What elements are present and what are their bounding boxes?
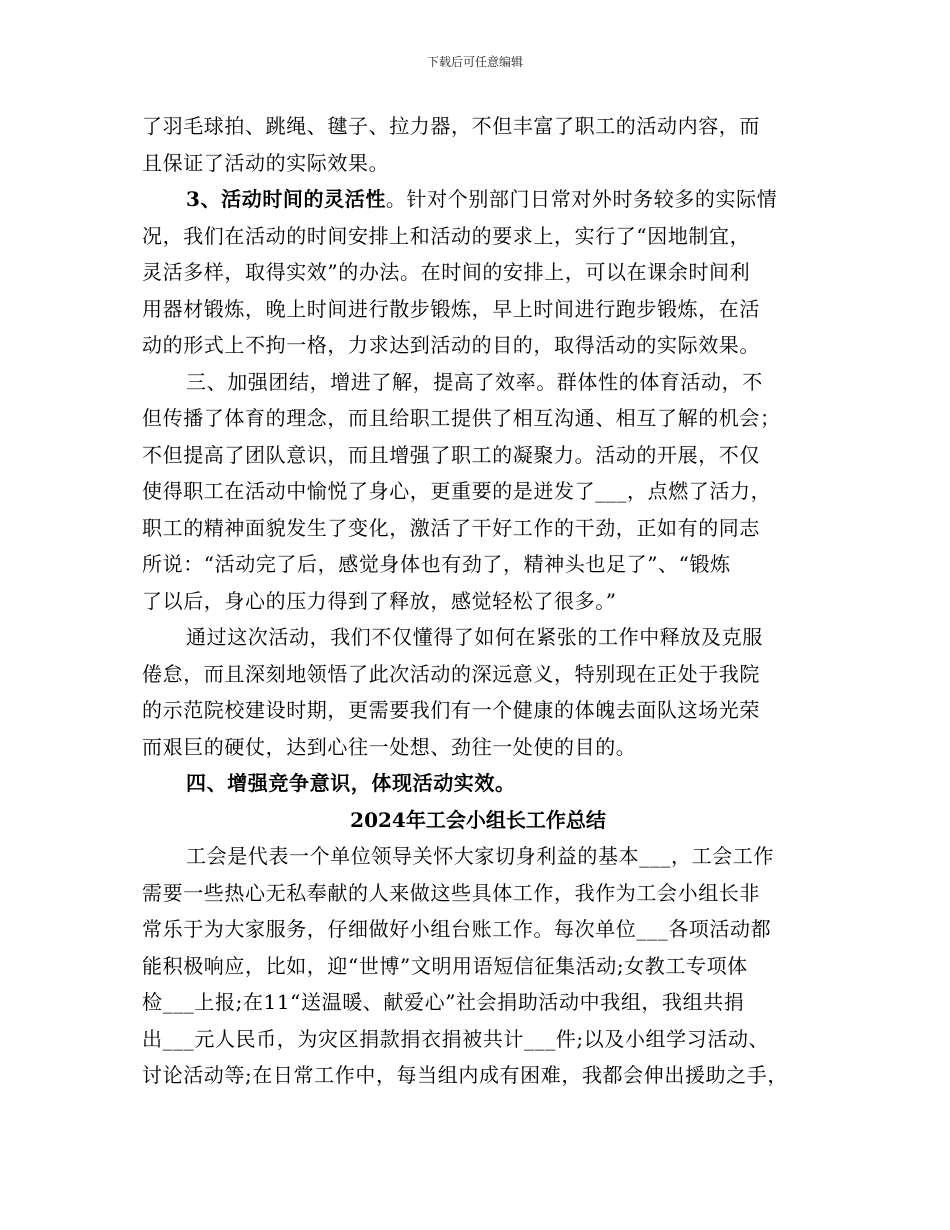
- paragraph-line: 所说：“活动完了后，感觉身体也有劲了，精神头也足了”、“锻炼: [142, 552, 731, 576]
- paragraph-line: 需要一些热心无私奉献的人来做这些具体工作，我作为工会小组长非: [142, 880, 760, 905]
- paragraph-line: 的示范院校建设时期，更需要我们有一个健康的体魄去面队这场光荣: [142, 698, 760, 722]
- paragraph-line: 检___上报;在11“送温暖、献爱心”社会捐助活动中我组，我组共捐: [142, 990, 745, 1014]
- paragraph-line: 出___元人民币，为灾区捐款捐衣捐被共计___件;以及小组学习活动、: [142, 1026, 770, 1051]
- section-heading: 3、活动时间的灵活性: [186, 187, 386, 211]
- paragraph-line: 倦怠，而且深刻地领悟了此次活动的深远意义，特别现在正处于我院: [142, 661, 760, 686]
- paragraph-line: 不但提高了团队意识，而且增强了职工的凝聚力。活动的开展，不仅: [142, 442, 760, 467]
- paragraph-line: 用器材锻炼，晚上时间进行散步锻炼，早上时间进行跑步锻炼，在活: [142, 296, 760, 321]
- paragraph-line: 了以后，身心的压力得到了释放，感觉轻松了很多。”: [142, 588, 617, 613]
- paragraph-line: 通过这次活动，我们不仅懂得了如何在紧张的工作中释放及克服: [186, 625, 763, 649]
- paragraph-line: [142, 181, 814, 218]
- paragraph-line: 且保证了活动的实际效果。: [142, 150, 390, 175]
- paragraph-line: 而艰巨的硬仗，达到心往一处想、劲往一处使的目的。: [142, 734, 637, 759]
- paragraph-line: 动的形式上不拘一格，力求达到活动的目的，取得活动的实际效果。: [142, 333, 760, 357]
- section-heading: 四、增强竞争意识，体现活动实效。: [186, 771, 516, 795]
- paragraph-line: 但传播了体育的理念，而且给职工提供了相互沟通、相互了解的机会；: [142, 406, 781, 430]
- document-title: 2024年工会小组长工作总结: [350, 807, 606, 832]
- paragraph-line: 职工的精神面貌发生了变化，激活了干好工作的干劲，正如有的同志: [142, 515, 760, 540]
- paragraph-line: 能积极响应，比如，迎“世博”文明用语短信征集活动;女教工专项体: [142, 953, 748, 978]
- paragraph-line: 使得职工在活动中愉悦了身心，更重要的是迸发了___，点燃了活力，: [142, 479, 772, 503]
- document-body: [142, 108, 814, 1094]
- paragraph-line: 常乐于为大家服务，仔细做好小组台账工作。每次单位___各项活动都: [142, 917, 772, 941]
- paragraph-text: 。针对个别部门日常对外时务较多的实际情: [385, 187, 778, 211]
- paragraph-line: 了羽毛球拍、跳绳、毽子、拉力器，不但丰富了职工的活动内容，而: [142, 114, 760, 138]
- page-header: 下载后可任意编辑: [426, 55, 523, 69]
- paragraph-line: 三、加强团结，增进了解，提高了效率。群体性的体育活动，不: [186, 369, 763, 394]
- paragraph-line: 况，我们在活动的时间安排上和活动的要求上，实行了“因地制宜，: [142, 223, 751, 248]
- paragraph-line: 灵活多样，取得实效”的办法。在时间的安排上，可以在课余时间利: [142, 260, 751, 284]
- paragraph-line: 工会是代表一个单位领导关怀大家切身利益的基本___，工会工作: [186, 844, 774, 868]
- paragraph-line: 讨论活动等;在日常工作中，每当组内成有困难，我都会伸出援助之手，: [142, 1063, 788, 1087]
